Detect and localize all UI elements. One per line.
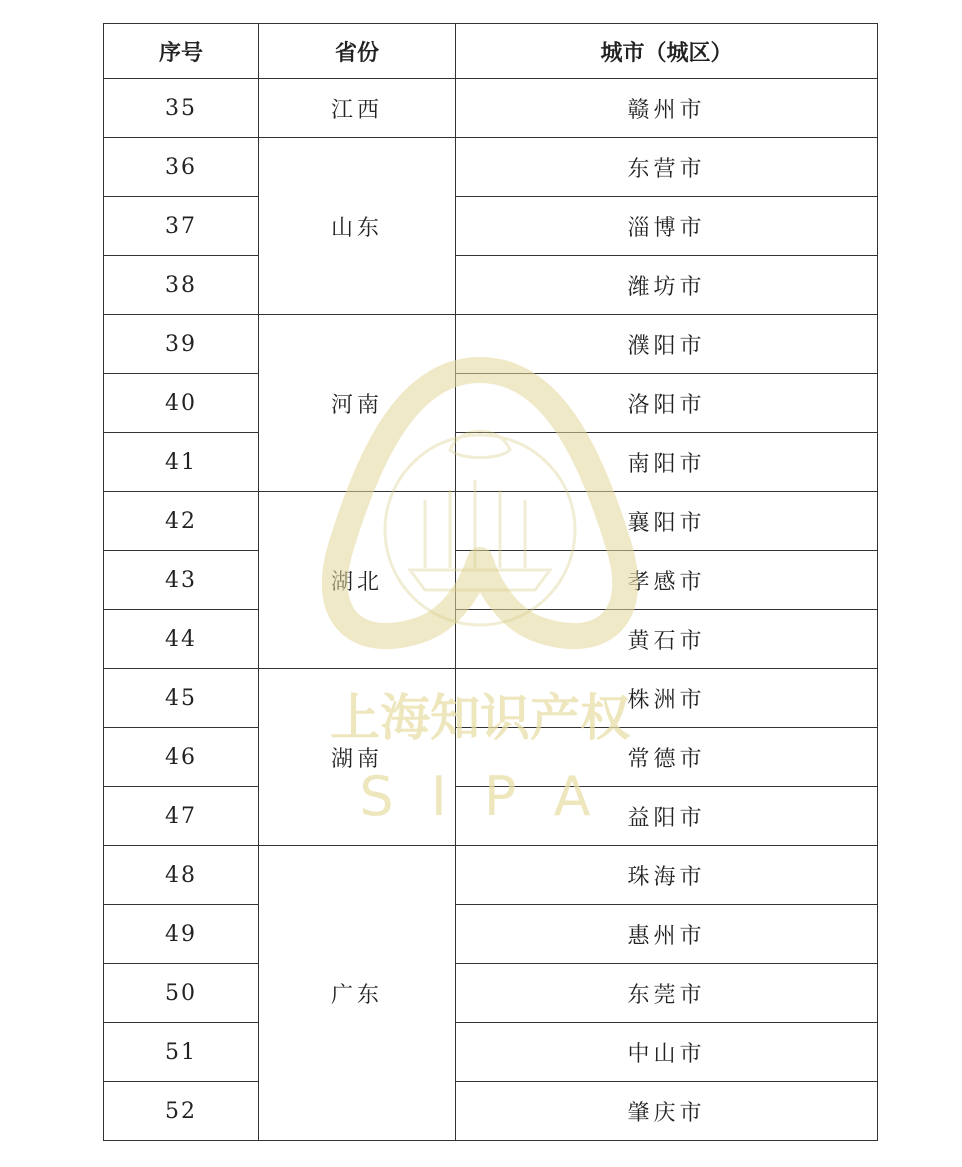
city-cell: 珠海市: [456, 846, 878, 905]
row-number: 47: [104, 787, 259, 846]
header-no: 序号: [104, 24, 259, 79]
table-row: [104, 964, 878, 1023]
table-row: [104, 787, 878, 846]
row-number: 41: [104, 433, 259, 492]
row-number: 44: [104, 610, 259, 669]
city-cell: 常德市: [456, 728, 878, 787]
city-cell: 洛阳市: [456, 374, 878, 433]
row-number: 40: [104, 374, 259, 433]
city-cell: 株洲市: [456, 669, 878, 728]
city-cell: 襄阳市: [456, 492, 878, 551]
city-cell: 淄博市: [456, 197, 878, 256]
row-number: 35: [104, 79, 259, 138]
row-number: 42: [104, 492, 259, 551]
city-cell: 益阳市: [456, 787, 878, 846]
city-cell: 濮阳市: [456, 315, 878, 374]
city-cell: 中山市: [456, 1023, 878, 1082]
row-number: 38: [104, 256, 259, 315]
header-city: 城市（城区）: [456, 24, 878, 79]
row-number: 52: [104, 1082, 259, 1141]
city-cell: 东莞市: [456, 964, 878, 1023]
row-number: 37: [104, 197, 259, 256]
table-row: [104, 1023, 878, 1082]
city-cell: 黄石市: [456, 610, 878, 669]
city-cell: 孝感市: [456, 551, 878, 610]
table-row: [104, 79, 878, 138]
row-number: 48: [104, 846, 259, 905]
table-row: [104, 197, 878, 256]
table-row: [104, 846, 878, 905]
city-cell: 惠州市: [456, 905, 878, 964]
city-table: [103, 23, 878, 1141]
row-number: 45: [104, 669, 259, 728]
table-row: [104, 256, 878, 315]
city-cell: 肇庆市: [456, 1082, 878, 1141]
province-cell: 江西: [259, 79, 456, 138]
province-cell: 广东: [259, 846, 456, 1141]
province-cell: 湖北: [259, 492, 456, 669]
watermark-text-en: S I P A: [359, 765, 601, 828]
table-row: [104, 433, 878, 492]
table-row: [104, 374, 878, 433]
city-cell: 潍坊市: [456, 256, 878, 315]
row-number: 46: [104, 728, 259, 787]
table-row: [104, 315, 878, 374]
table-row: [104, 905, 878, 964]
row-number: 49: [104, 905, 259, 964]
province-cell: 山东: [259, 138, 456, 315]
table-row: [104, 1082, 878, 1141]
province-cell: 湖南: [259, 669, 456, 846]
watermark-text-cn: 上海知识产权: [330, 689, 630, 747]
header-row: [104, 24, 878, 79]
row-number: 36: [104, 138, 259, 197]
header-province: 省份: [259, 24, 456, 79]
row-number: 43: [104, 551, 259, 610]
table-row: [104, 551, 878, 610]
table-row: [104, 728, 878, 787]
city-cell: 南阳市: [456, 433, 878, 492]
table-row: [104, 669, 878, 728]
province-cell: 河南: [259, 315, 456, 492]
table-row: [104, 610, 878, 669]
row-number: 51: [104, 1023, 259, 1082]
table-row: [104, 492, 878, 551]
table-row: [104, 138, 878, 197]
city-cell: 东营市: [456, 138, 878, 197]
row-number: 50: [104, 964, 259, 1023]
city-cell: 赣州市: [456, 79, 878, 138]
row-number: 39: [104, 315, 259, 374]
